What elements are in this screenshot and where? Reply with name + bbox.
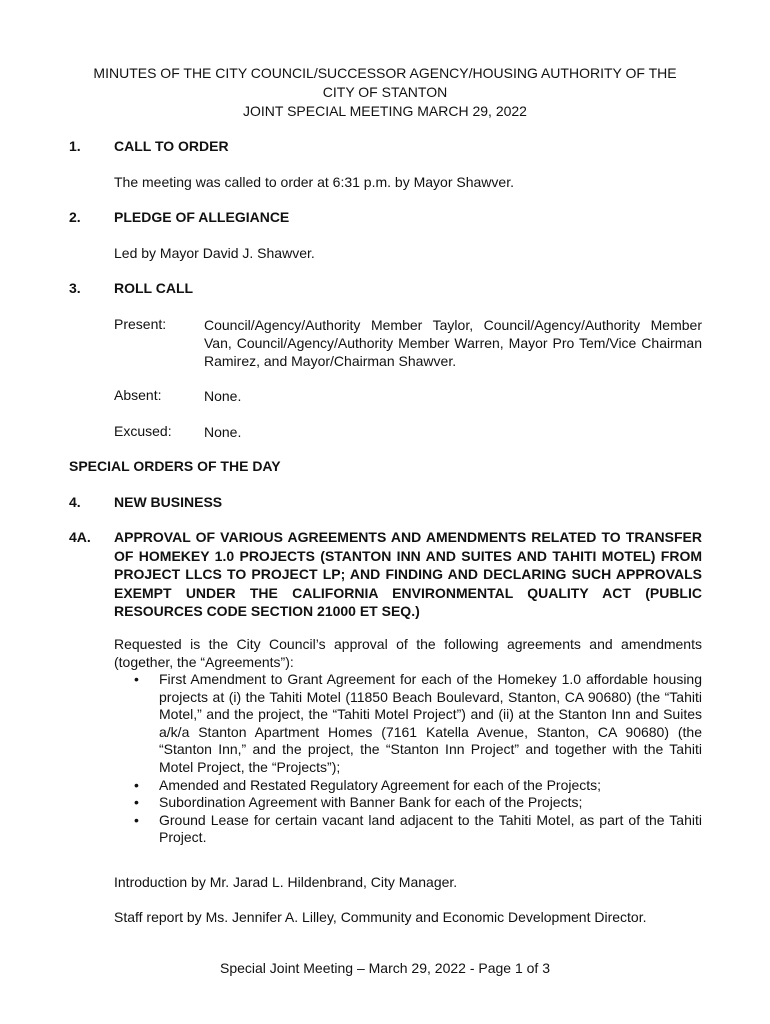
section-title-call-to-order: CALL TO ORDER	[114, 138, 229, 154]
item-title-4a: APPROVAL OF VARIOUS AGREEMENTS AND AMENDMENTS RELATED TO TRANSFER OF HOMEKEY 1.0 PROJECTS (STANTON INN AND SUITES AND TAHITI MOTEL) FROM PROJECT LLCS TO PROJECT LP; AND FINDING AND DECLARING SUCH APPROVALS EXEMPT UNDER THE CALIFORNIA ENVIRONMENTAL QUALITY ACT (PUBLIC RESOURCES CODE SECTION 21000 ET SEQ.)	[114, 529, 702, 619]
section-title-pledge: PLEDGE OF ALLEGIANCE	[114, 209, 290, 225]
list-item	[114, 794, 702, 812]
header-line-1: MINUTES OF THE CITY COUNCIL/SUCCESSOR AGENCY/HOUSING AUTHORITY OF THE	[93, 65, 677, 81]
bullet-icon: •	[134, 794, 139, 811]
item-4a-introduction: Introduction by Mr. Jarad L. Hildenbrand, City Manager.	[114, 874, 458, 890]
section-number-pledge: 2.	[69, 209, 81, 225]
roll-present-label: Present:	[114, 316, 167, 332]
header-line-2: CITY OF STANTON	[322, 84, 448, 100]
roll-present-value: Council/Agency/Authority Member Taylor, Council/Agency/Authority Member Van, Council/Agency/Authority Member Warren, Mayor Pro Tem/Vice Chairman Ramirez, and Mayor/Chairman Shawver.	[204, 317, 702, 369]
bullet-icon: •	[134, 811, 139, 828]
item-4a-intro: Requested is the City Council’s approval of the following agreements and amendments (together, the “Agreements”):	[114, 636, 702, 670]
bullet-icon: •	[134, 776, 139, 793]
list-item-text: First Amendment to Grant Agreement for each of the Homekey 1.0 affordable housing projects at (i) the Tahiti Motel (11850 Beach Boulevard, Stanton, CA 90680) (the “Tahiti Motel,” and the project, the “Tahiti Motel Project”) and (ii) at the Stanton Inn and Suites a/k/a Stanton Apartment Homes (7161 Katella Avenue, Stanton, CA 90680) (the “Stanton Inn,” and the project, the “Stanton Inn Project” and together with the Tahiti Motel Project, the “Projects”);	[159, 671, 702, 775]
document-header	[40, 64, 730, 121]
item-number-4a: 4A.	[69, 529, 91, 545]
list-item	[114, 812, 702, 847]
item-4a-staff-report: Staff report by Ms. Jennifer A. Lilley, Community and Economic Development Director.	[114, 909, 647, 925]
pledge-text: Led by Mayor David J. Shawver.	[114, 245, 315, 261]
roll-absent-label: Absent:	[114, 387, 162, 403]
section-number-roll-call: 3.	[69, 280, 81, 296]
list-item-text: Subordination Agreement with Banner Bank for each of the Projects;	[159, 794, 583, 811]
roll-absent-value: None.	[204, 388, 242, 404]
special-orders-heading: SPECIAL ORDERS OF THE DAY	[69, 458, 281, 474]
header-line-3: JOINT SPECIAL MEETING MARCH 29, 2022	[243, 103, 527, 119]
list-item-text: Amended and Restated Regulatory Agreement for each of the Projects;	[159, 776, 602, 793]
section-title-new-business: NEW BUSINESS	[114, 494, 223, 510]
agreements-list	[114, 671, 702, 847]
list-item-text: Ground Lease for certain vacant land adjacent to the Tahiti Motel, as part of the Tahiti Project.	[159, 811, 702, 846]
list-item	[114, 777, 702, 795]
section-number-call-to-order: 1.	[69, 138, 81, 154]
roll-excused-value: None.	[204, 424, 242, 440]
bullet-icon: •	[134, 671, 139, 687]
call-to-order-text: The meeting was called to order at 6:31 p.m. by Mayor Shawver.	[114, 174, 514, 190]
list-item	[114, 671, 702, 777]
section-title-roll-call: ROLL CALL	[114, 280, 194, 296]
page-footer: Special Joint Meeting – March 29, 2022 - Page 1 of 3	[220, 960, 550, 976]
roll-excused-label: Excused:	[114, 423, 172, 439]
section-number-new-business: 4.	[69, 494, 81, 510]
